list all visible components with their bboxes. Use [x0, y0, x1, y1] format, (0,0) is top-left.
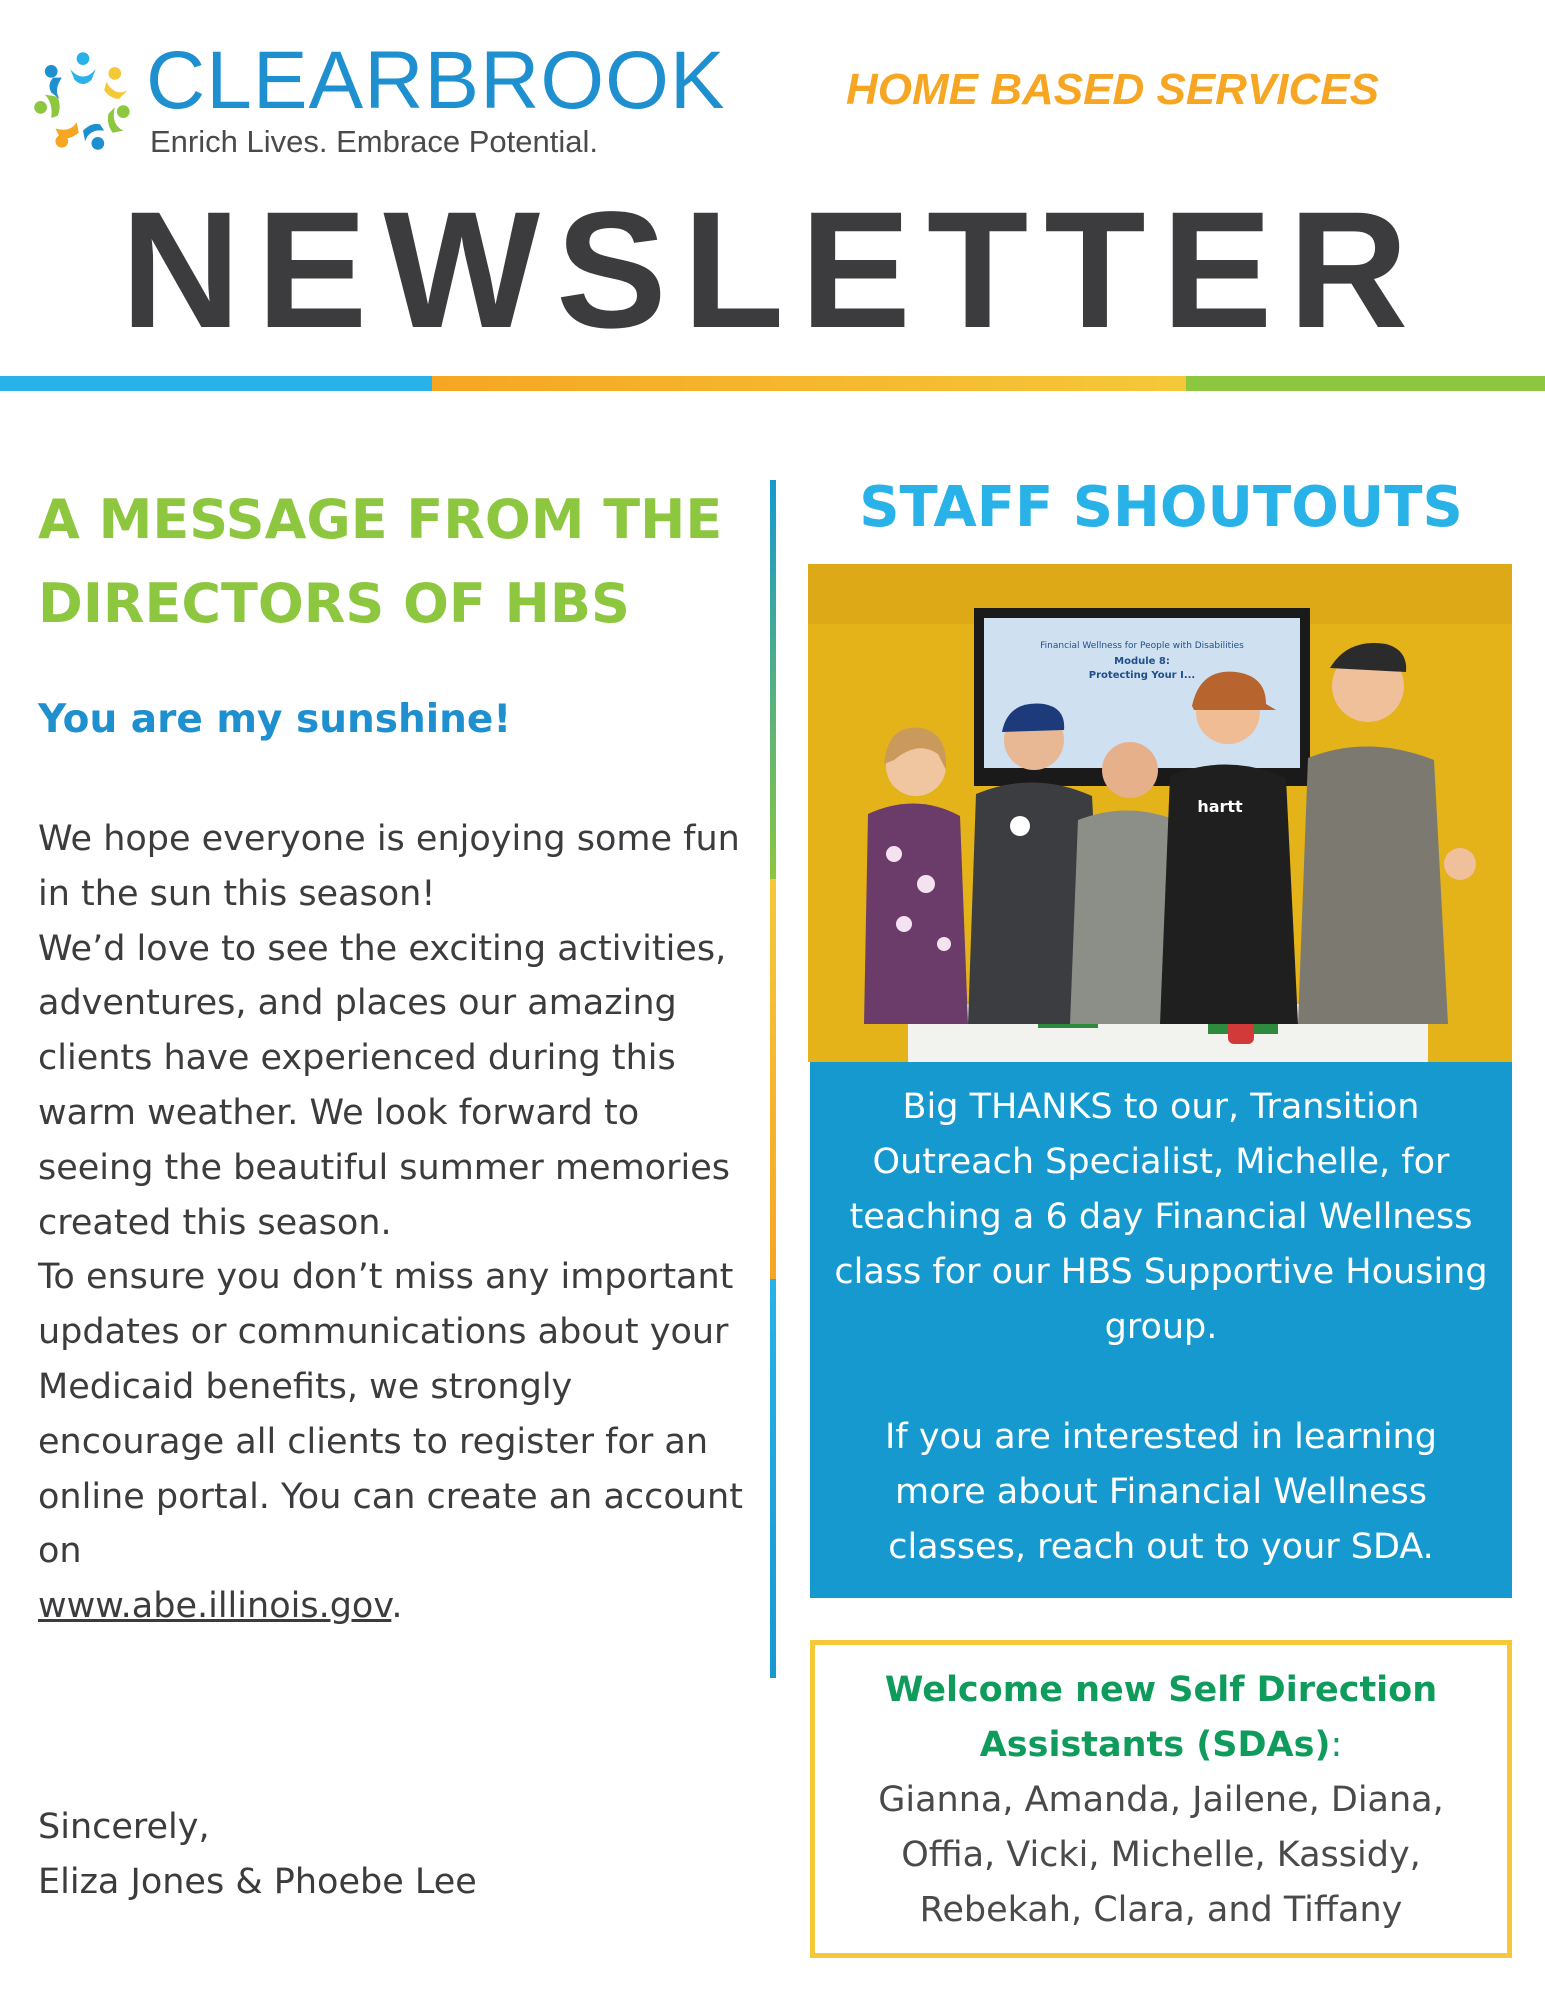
rule-segment-blue	[0, 376, 432, 391]
header-color-rule	[0, 376, 1545, 391]
rule-segment-green	[1186, 376, 1545, 391]
tv-line: Module 8:	[1114, 656, 1170, 667]
divider-segment-green	[770, 480, 776, 879]
shoutout-box	[810, 1062, 1512, 1598]
divider-segment-blue	[770, 1279, 776, 1678]
staff-shoutouts-heading: STAFF SHOUTOUTS	[859, 475, 1463, 540]
message-paragraph: We hope everyone is enjoying some fun in the sun this season!	[38, 819, 740, 914]
directors-subheading: You are my sunshine!	[38, 697, 512, 742]
program-name: HOME BASED SERVICES	[846, 65, 1379, 114]
welcome-names: Gianna, Amanda, Jailene, Diana, Offia, Vicki, Michelle, Kassidy, Rebekah, Clara, and Tiffany	[878, 1780, 1444, 1930]
welcome-colon: :	[1330, 1725, 1343, 1765]
abe-illinois-link[interactable]: www.abe.illinois.gov	[38, 1586, 392, 1627]
column-divider	[770, 480, 776, 1678]
tv-line: Financial Wellness for People with Disabilities	[1040, 641, 1244, 651]
brand-name: CLEARBROOK	[146, 35, 726, 126]
divider-segment-yellow	[770, 879, 776, 1278]
message-paragraph: We’d love to see the exciting activities, adventures, and places our amazing clients have experienced during this warm weather. We look forward to seeing the beautiful summer memories created this season.	[38, 928, 730, 1243]
newsletter-title: NEWSLETTER	[120, 178, 1425, 363]
welcome-box	[810, 1640, 1512, 1958]
brand-tagline: Enrich Lives. Embrace Potential.	[150, 124, 598, 159]
clearbrook-logo-icon	[30, 48, 136, 154]
link-suffix: .	[391, 1586, 403, 1627]
signoff-line: Sincerely,	[38, 1807, 210, 1847]
welcome-heading-text: Welcome new Self Direction Assistants (SDAs)	[884, 1670, 1438, 1765]
welcome-heading	[815, 1663, 1507, 1773]
shoutout-text: If you are interested in learning more about Financial Wellness classes, reach out to your SDA.	[885, 1417, 1437, 1567]
directors-message	[38, 812, 758, 1634]
rule-segment-yellow	[432, 376, 1186, 391]
tv-line: Protecting Your I...	[1088, 670, 1196, 681]
shoutout-text: Big THANKS to our, Transition Outreach Specialist, Michelle, for teaching a 6 day Financial Wellness class for our HBS Supportive Housing group.	[834, 1087, 1488, 1347]
message-paragraph	[38, 1250, 758, 1634]
staff-group-photo	[808, 564, 1512, 1062]
signoff	[38, 1800, 477, 1910]
directors-heading: A MESSAGE FROM THE DIRECTORS OF HBS	[38, 488, 723, 635]
message-paragraph-text: To ensure you don’t miss any important updates or communications about your Medicaid benefits, we strongly encourage all clients to register for an online portal. You can create an account on	[38, 1257, 743, 1572]
signers: Eliza Jones & Phoebe Lee	[38, 1861, 477, 1902]
shirt-logo: hartt	[1197, 797, 1243, 816]
